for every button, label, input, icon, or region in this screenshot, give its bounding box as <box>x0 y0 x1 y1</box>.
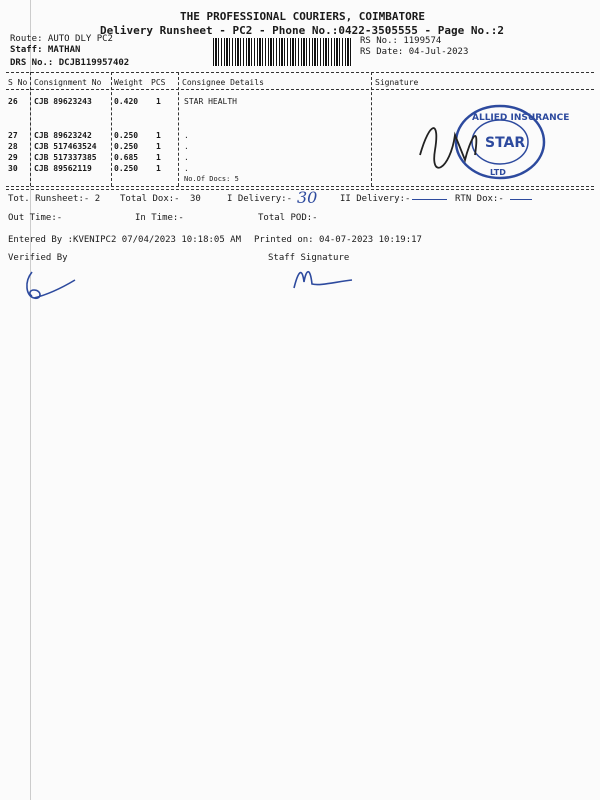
row-weight: 0.250 <box>114 164 139 173</box>
row-consignee: . <box>184 153 189 162</box>
recipient-signature <box>420 128 476 168</box>
row-weight: 0.250 <box>114 131 139 140</box>
barcode <box>213 38 353 66</box>
out-time: Out Time:- <box>8 213 63 223</box>
rs-number: RS No.: 1199574 <box>360 36 442 46</box>
row-sno: 29 <box>8 153 18 162</box>
row-pcs: 1 <box>156 142 161 151</box>
verifier-signature <box>20 268 80 308</box>
row-consignment: CJB 517463524 <box>34 142 97 151</box>
col-header-weight: Weight <box>114 78 143 87</box>
col-header-consignment: Consignment No <box>34 78 102 87</box>
row-consignment: CJB 89623242 <box>34 131 92 140</box>
row-pcs: 1 <box>156 97 161 106</box>
table-header-rule <box>6 89 594 90</box>
entered-by: Entered By :KVENIPC2 07/04/2023 10:18:05 AM <box>8 235 241 245</box>
row-consignee: STAR HEALTH <box>184 97 237 106</box>
total-pod: Total POD:- <box>258 213 318 223</box>
star-health-stamp <box>410 100 570 190</box>
staff-signature-label: Staff Signature <box>268 253 350 263</box>
row-consignment: CJB 89562119 <box>34 164 92 173</box>
printed-on: Printed on: 04-07-2023 10:19:17 <box>254 235 422 245</box>
table-top-rule <box>6 72 594 73</box>
stamp-text-top: ALLIED INSURANCE <box>472 113 570 123</box>
stamp-text-bottom: LTD <box>490 168 506 177</box>
no-of-docs: No.Of Docs: 5 <box>184 175 239 183</box>
in-time: In Time:- <box>135 213 184 223</box>
row-weight: 0.250 <box>114 142 139 151</box>
row-sno: 27 <box>8 131 18 140</box>
staff-signature <box>290 262 360 292</box>
rs-date: RS Date: 04-Jul-2023 <box>360 47 469 57</box>
col-header-signature: Signature <box>375 78 419 87</box>
row-weight: 0.420 <box>114 97 139 106</box>
rtn-dox-label: RTN Dox:- <box>455 194 504 204</box>
rtn-dox-dash <box>510 199 532 200</box>
col-header-sno: S No <box>8 78 28 87</box>
ii-delivery-dash <box>412 199 447 200</box>
col-divider <box>371 72 372 186</box>
row-consignment: CJB 89623243 <box>34 97 92 106</box>
row-consignee: . <box>184 142 189 151</box>
row-consignee: . <box>184 131 189 140</box>
company-name: THE PROFESSIONAL COURIERS, COIMBATORE <box>180 10 426 23</box>
ii-delivery-label: II Delivery:- <box>340 194 411 204</box>
total-dox-value: 30 <box>190 194 201 204</box>
drs-number: DRS No.: DCJB119957402 <box>10 58 130 68</box>
col-divider <box>111 72 112 186</box>
runsheet-title: Delivery Runsheet - PC2 - Phone No.:0422-3505555 - Page No.:2 <box>100 24 504 37</box>
col-divider <box>30 72 31 186</box>
row-consignment: CJB 517337385 <box>34 153 97 162</box>
i-delivery-label: I Delivery:- <box>227 194 293 204</box>
col-divider <box>178 72 179 186</box>
route-label: Route: AUTO DLY PC2 <box>10 34 113 44</box>
row-sno: 28 <box>8 142 18 151</box>
col-header-consignee: Consignee Details <box>182 78 264 87</box>
col-header-pcs: PCS <box>151 78 166 87</box>
i-delivery-handwritten: 30 <box>297 188 318 207</box>
row-pcs: 1 <box>156 131 161 140</box>
staff-label: Staff: MATHAN <box>10 45 81 55</box>
row-consignee: . <box>184 164 189 173</box>
verified-by-label: Verified By <box>8 253 68 263</box>
row-pcs: 1 <box>156 153 161 162</box>
row-weight: 0.685 <box>114 153 139 162</box>
tot-runsheet: Tot. Runsheet:- 2 <box>8 194 101 204</box>
row-sno: 30 <box>8 164 18 173</box>
total-dox-label: Total Dox:- <box>120 194 180 204</box>
stamp-text-mid: STAR <box>485 135 526 151</box>
row-sno: 26 <box>8 97 18 106</box>
row-pcs: 1 <box>156 164 161 173</box>
